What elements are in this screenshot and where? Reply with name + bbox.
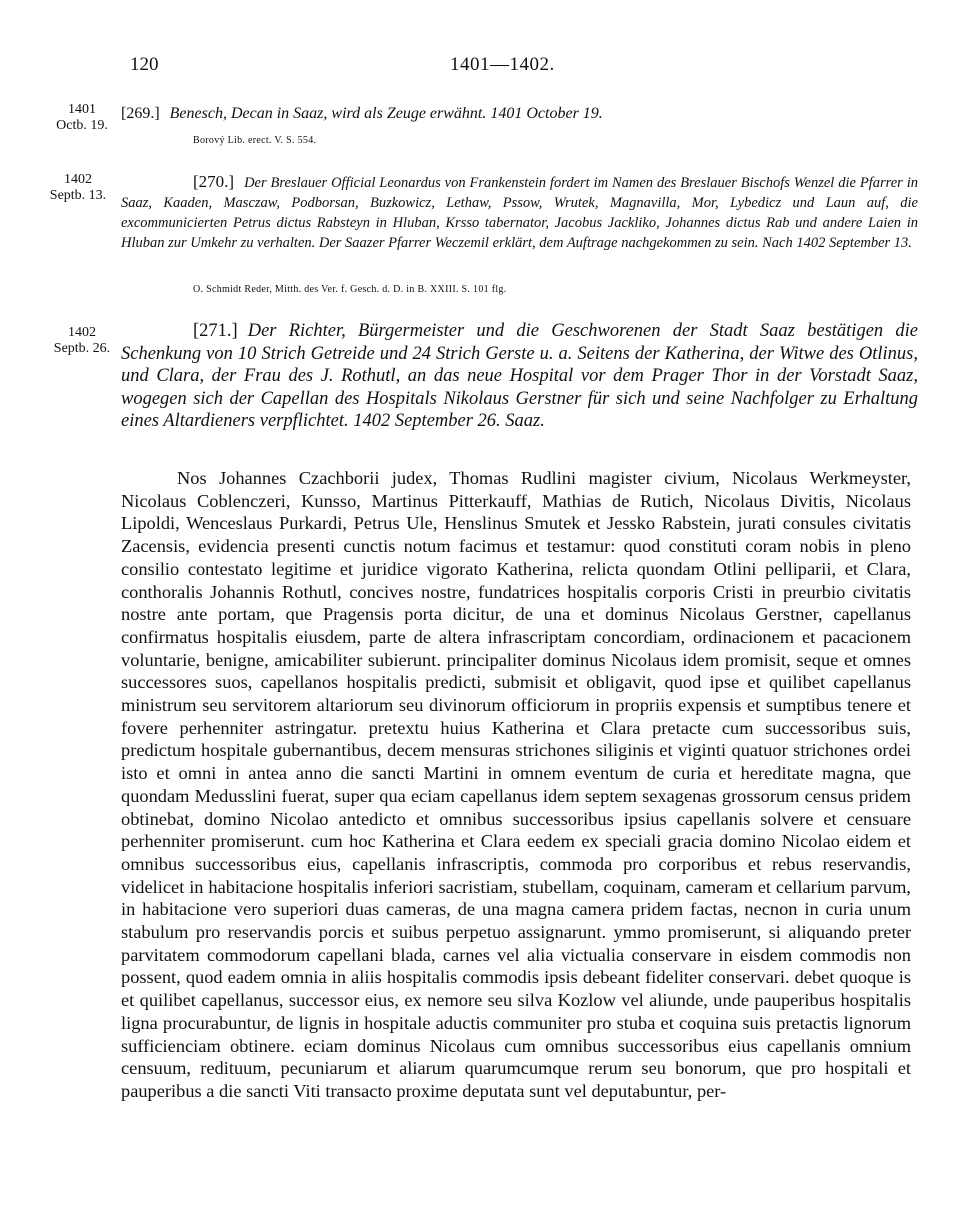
regest — [121, 104, 918, 124]
entry-number: [269.] — [121, 105, 160, 122]
source-reference: Borový Lib. erect. V. S. 554. — [193, 135, 317, 146]
charter-body-text: Nos Johannes Czachborii judex, Thomas Rudlini magister civium, Nicolaus Werkmeyster, Nicolaus Coblenczeri, Kunsso, Martinus Pitterkauff, Mathias de Rutich, Nicolaus Divitis, Nicolaus Lipoldi, Wenceslaus Purkardi, Petrus Ule, Henslinus Smutek et Jessko Rabstein, jurati consules civitatis Zacensis, evidencia presenti cunctis notum facimus et testamur: quod constituti coram nobis in pleno consilio contestato legitime et juridice vigorato Katherina, relicta quondam Otlini pelliparii, et Clara, conthoralis Johannis Rothutl, concives nostre, fundatrices hospitalis corporis Cristi in preurbio civitatis nostre ante portam, que Pragensis porta dicitur, de una et dominus Nicolaus Gerstner, capellanus confirmatus hospitalis eiusdem, parte de altera infrascriptam concordiam, ordinacionem et pacacionem voluntarie, benigne, amicabiliter subierunt. principaliter dominus Nicolaus idem promisit, seque et omnes successores suos, capellanos hospitalis predicti, submisit et obligavit, quod ipse et quilibet capellanus ministrum seu servitorem altariorum seu divinorum officiorum in propriis expensis et sumptibus tenere et fovere perhenniter astringatur. pretextu huius Katherina et Clara pretacte cum successoribus suis, predictum hospitale gubernantibus, decem mensuras strichones siliginis et viginti quatuor strichones ordei isto et omni in antea anno die sancti Martini in omnem eventum de curia et hereditate magna, que quondam Medusslini fuerat, super qua eciam capellanus idem septem sexagenas grossorum census pridem obtinebat, domino Nicolao antedicto et omnibus successoribus ipsius capellanis solvere et censuare perhenniter promiserunt. cum hoc Katherina et Clara eedem ex speciali gracia domino Nicolao eidem et omnibus successoribus eius, capellanis infrascriptis, commoda pro corporibus et rebus reservandis, videlicet in habitacione hospitalis inferiori sacristiam, stubellam, coquinam, cameram et cellarium parvum, in habitacione vero superiori duas cameras, de una magna camera pridem factas, necnon in curia unum stabulum pro reservandis porcis et suibus perpetuo assignarunt. ymmo promiserunt, si aliquando preter parvitatem commodorum capellani blada, carnes vel alia victualia conservare in eisdem commodis non possent, quod eadem omnia in aliis hospitalis commodis ipsis debeant fideliter conservari. debet quoque is et quilibet capellanus, successor eius, ex nemore seu silva Kozlow vel aliunde, unde pauperibus hospitalis ligna procurabuntur, de lignis in hospitale aductis communiter pro stuba et coquina suis pretactis lignorum sufficienciam obtinere. eciam dominus Nicolaus cum omnibus successoribus eius capellanis omnium censuum, redituum, pecuniarum et aliarum quarumcumque rerum seu bonorum, que pro hospitali et pauperibus a die sancti Viti transacto proxime deputata sunt vel deputabuntur, per- — [121, 468, 911, 1101]
margin-day: Septb. 13. — [49, 188, 107, 203]
running-title: 1401—1402. — [450, 54, 555, 75]
margin-day: Octb. 19. — [56, 118, 108, 133]
source-reference: O. Schmidt Reder, Mitth. des Ver. f. Gesch. d. D. in B. XXIII. S. 101 flg. — [193, 284, 507, 295]
margin-year: 1402 — [64, 172, 92, 187]
regest — [121, 172, 918, 253]
margin-day: Septb. 26. — [53, 341, 111, 356]
margin-date — [44, 325, 120, 357]
margin-date — [44, 102, 120, 134]
regest — [121, 320, 918, 433]
margin-year: 1401 — [68, 102, 96, 117]
regest-text: Der Breslauer Official Leonardus von Frankenstein fordert im Namen des Breslauer Bischofs Wenzel die Pfarrer in Saaz, Kaaden, Masczaw, Podborsan, Buzkowicz, Lethaw, Pssow, Wrutek, Magnavilla, Mor, Lybedicz und Laun auf, die excommunicierten Petrus dictus Rabsteyn in Hluban, Krsso tabernator, Jacobus Jackliko, Johannes dictus Rab und andere Laien in Hluban zur Umkehr zu verhalten. Der Saazer Pfarrer Weczemil erklärt, dem Auftrage nachgekommen zu sein. Nach 1402 September 13. — [121, 175, 918, 251]
margin-year: 1402 — [68, 325, 96, 340]
page-number: 120 — [130, 54, 159, 75]
regest-text: Der Richter, Bürgermeister und die Geschworenen der Stadt Saaz bestätigen die Schenkung von 10 Strich Getreide und 24 Strich Gerste u. a. Seitens der Katherina, der Witwe des Otlinus, und Clara, der Frau des J. Rothutl, an das neue Hospital vor dem Prager Thor in der Vorstadt Saaz, wogegen sich der Capellan des Hospitals Nikolaus Gerstner für sich und seine Nachfolger zu Erhaltung eines Altardieners verpflichtet. 1402 September 26. Saaz. — [121, 321, 918, 432]
entry-number: [270.] — [193, 172, 235, 191]
entry-number: [271.] — [193, 321, 238, 341]
regest-text: Benesch, Decan in Saaz, wird als Zeuge erwähnt. 1401 October 19. — [169, 105, 603, 122]
page-header — [0, 54, 960, 84]
margin-date — [40, 172, 116, 204]
